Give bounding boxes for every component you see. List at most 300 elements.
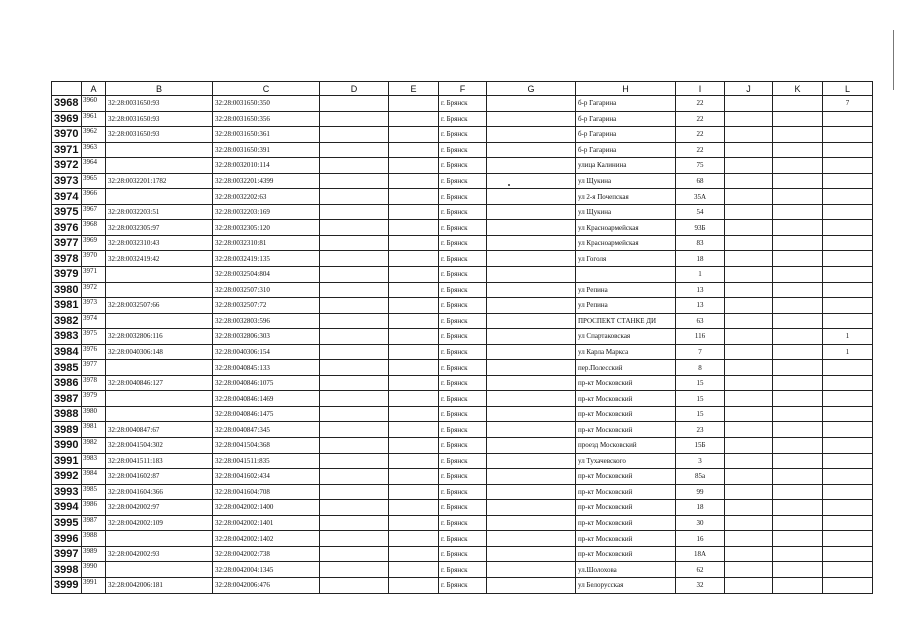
cell-e[interactable] xyxy=(389,375,439,391)
cell-k[interactable] xyxy=(773,422,823,438)
cell-e[interactable] xyxy=(389,391,439,407)
cell-c[interactable]: 32:28:0031650:361 xyxy=(213,127,320,143)
cell-b[interactable]: 32:28:0032507:66 xyxy=(106,298,213,314)
cell-a[interactable]: 3978 xyxy=(82,375,106,391)
cell-f[interactable]: г. Брянск xyxy=(439,189,487,205)
cell-h[interactable]: проезд Московский xyxy=(576,438,676,454)
cell-g[interactable] xyxy=(487,158,576,174)
cell-i[interactable]: 75 xyxy=(676,158,725,174)
cell-k[interactable] xyxy=(773,173,823,189)
cell-d[interactable] xyxy=(320,469,389,485)
cell-b[interactable] xyxy=(106,562,213,578)
cell-k[interactable] xyxy=(773,204,823,220)
cell-j[interactable] xyxy=(725,329,773,345)
cell-j[interactable] xyxy=(725,127,773,143)
cell-l[interactable] xyxy=(823,422,873,438)
cell-k[interactable] xyxy=(773,96,823,112)
cell-j[interactable] xyxy=(725,453,773,469)
cell-h[interactable]: пр-кт Московский xyxy=(576,406,676,422)
cell-d[interactable] xyxy=(320,438,389,454)
cell-c[interactable]: 32:28:0041504:368 xyxy=(213,438,320,454)
cell-a[interactable]: 3974 xyxy=(82,313,106,329)
cell-i[interactable]: 15 xyxy=(676,391,725,407)
cell-i[interactable]: 32 xyxy=(676,577,725,593)
cell-f[interactable]: г. Брянск xyxy=(439,453,487,469)
row-number[interactable]: 3986 xyxy=(52,375,82,391)
cell-j[interactable] xyxy=(725,515,773,531)
cell-l[interactable] xyxy=(823,298,873,314)
cell-k[interactable] xyxy=(773,111,823,127)
cell-g[interactable] xyxy=(487,453,576,469)
column-header-h[interactable]: H xyxy=(576,82,676,96)
cell-b[interactable]: 32:28:0042006:181 xyxy=(106,577,213,593)
cell-c[interactable]: 32:28:0032310:81 xyxy=(213,235,320,251)
cell-b[interactable]: 32:28:0031650:93 xyxy=(106,111,213,127)
column-header-c[interactable]: C xyxy=(213,82,320,96)
row-number[interactable]: 3982 xyxy=(52,313,82,329)
cell-j[interactable] xyxy=(725,531,773,547)
cell-b[interactable]: 32:28:0041602:87 xyxy=(106,469,213,485)
cell-d[interactable] xyxy=(320,546,389,562)
cell-e[interactable] xyxy=(389,438,439,454)
cell-e[interactable] xyxy=(389,267,439,283)
cell-f[interactable]: г. Брянск xyxy=(439,577,487,593)
cell-a[interactable]: 3970 xyxy=(82,251,106,267)
cell-g[interactable] xyxy=(487,422,576,438)
cell-d[interactable] xyxy=(320,531,389,547)
cell-j[interactable] xyxy=(725,282,773,298)
cell-j[interactable] xyxy=(725,577,773,593)
cell-g[interactable] xyxy=(487,282,576,298)
cell-i[interactable]: 16 xyxy=(676,531,725,547)
cell-l[interactable] xyxy=(823,127,873,143)
cell-b[interactable]: 32:28:0032201:1782 xyxy=(106,173,213,189)
cell-l[interactable] xyxy=(823,111,873,127)
cell-e[interactable] xyxy=(389,142,439,158)
cell-d[interactable] xyxy=(320,577,389,593)
cell-k[interactable] xyxy=(773,500,823,516)
cell-b[interactable]: 32:28:0040846:127 xyxy=(106,375,213,391)
cell-h[interactable]: пр-кт Московский xyxy=(576,375,676,391)
cell-a[interactable]: 3987 xyxy=(82,515,106,531)
cell-e[interactable] xyxy=(389,251,439,267)
cell-d[interactable] xyxy=(320,282,389,298)
cell-k[interactable] xyxy=(773,360,823,376)
cell-h[interactable]: пр-кт Московский xyxy=(576,500,676,516)
cell-c[interactable]: 32:28:0041511:835 xyxy=(213,453,320,469)
cell-g[interactable] xyxy=(487,204,576,220)
cell-k[interactable] xyxy=(773,546,823,562)
cell-h[interactable]: ул Красноармейская xyxy=(576,220,676,236)
cell-c[interactable]: 32:28:0040306:154 xyxy=(213,344,320,360)
cell-g[interactable] xyxy=(487,111,576,127)
cell-b[interactable] xyxy=(106,158,213,174)
cell-c[interactable]: 32:28:0032507:310 xyxy=(213,282,320,298)
cell-i[interactable]: 54 xyxy=(676,204,725,220)
cell-f[interactable]: г. Брянск xyxy=(439,422,487,438)
cell-g[interactable] xyxy=(487,344,576,360)
cell-e[interactable] xyxy=(389,204,439,220)
cell-k[interactable] xyxy=(773,235,823,251)
cell-k[interactable] xyxy=(773,453,823,469)
cell-d[interactable] xyxy=(320,406,389,422)
cell-l[interactable] xyxy=(823,313,873,329)
cell-g[interactable] xyxy=(487,235,576,251)
cell-g[interactable] xyxy=(487,298,576,314)
cell-h[interactable]: б-р Гагарина xyxy=(576,142,676,158)
cell-b[interactable]: 32:28:0041604:366 xyxy=(106,484,213,500)
cell-c[interactable]: 32:28:0031650:350 xyxy=(213,96,320,112)
cell-h[interactable]: ул.Шолохова xyxy=(576,562,676,578)
cell-i[interactable]: 93Б xyxy=(676,220,725,236)
cell-a[interactable]: 3980 xyxy=(82,406,106,422)
cell-b[interactable]: 32:28:0042002:97 xyxy=(106,500,213,516)
cell-i[interactable]: 1 xyxy=(676,267,725,283)
cell-c[interactable]: 32:28:0040846:1475 xyxy=(213,406,320,422)
cell-f[interactable]: г. Брянск xyxy=(439,251,487,267)
cell-a[interactable]: 3979 xyxy=(82,391,106,407)
cell-e[interactable] xyxy=(389,111,439,127)
cell-h[interactable]: пр-кт Московский xyxy=(576,422,676,438)
cell-h[interactable]: ул Щукина xyxy=(576,173,676,189)
cell-k[interactable] xyxy=(773,189,823,205)
cell-e[interactable] xyxy=(389,344,439,360)
cell-l[interactable] xyxy=(823,577,873,593)
cell-i[interactable]: 15Б xyxy=(676,438,725,454)
cell-h[interactable]: ул Красноармейская xyxy=(576,235,676,251)
cell-e[interactable] xyxy=(389,406,439,422)
cell-j[interactable] xyxy=(725,484,773,500)
cell-e[interactable] xyxy=(389,562,439,578)
cell-l[interactable] xyxy=(823,469,873,485)
column-header-f[interactable]: F xyxy=(439,82,487,96)
cell-d[interactable] xyxy=(320,96,389,112)
cell-i[interactable]: 99 xyxy=(676,484,725,500)
cell-l[interactable] xyxy=(823,267,873,283)
cell-f[interactable]: г. Брянск xyxy=(439,173,487,189)
cell-j[interactable] xyxy=(725,375,773,391)
cell-c[interactable]: 32:28:0032203:169 xyxy=(213,204,320,220)
cell-f[interactable]: г. Брянск xyxy=(439,500,487,516)
cell-b[interactable]: 32:28:0041504:302 xyxy=(106,438,213,454)
cell-h[interactable]: ул Карла Маркса xyxy=(576,344,676,360)
cell-k[interactable] xyxy=(773,577,823,593)
cell-e[interactable] xyxy=(389,515,439,531)
cell-j[interactable] xyxy=(725,391,773,407)
cell-j[interactable] xyxy=(725,562,773,578)
cell-f[interactable]: г. Брянск xyxy=(439,329,487,345)
cell-h[interactable]: пр-кт Московский xyxy=(576,469,676,485)
cell-j[interactable] xyxy=(725,204,773,220)
cell-l[interactable]: 7 xyxy=(823,96,873,112)
row-number[interactable]: 3970 xyxy=(52,127,82,143)
cell-f[interactable]: г. Брянск xyxy=(439,484,487,500)
row-number[interactable]: 3991 xyxy=(52,453,82,469)
column-header-a[interactable]: A xyxy=(82,82,106,96)
cell-a[interactable]: 3960 xyxy=(82,96,106,112)
cell-f[interactable]: г. Брянск xyxy=(439,111,487,127)
cell-k[interactable] xyxy=(773,329,823,345)
cell-e[interactable] xyxy=(389,500,439,516)
cell-d[interactable] xyxy=(320,251,389,267)
cell-c[interactable]: 32:28:0031650:391 xyxy=(213,142,320,158)
cell-f[interactable]: г. Брянск xyxy=(439,469,487,485)
cell-i[interactable]: 30 xyxy=(676,515,725,531)
cell-a[interactable]: 3989 xyxy=(82,546,106,562)
cell-f[interactable]: г. Брянск xyxy=(439,158,487,174)
row-number[interactable]: 3994 xyxy=(52,500,82,516)
cell-g[interactable] xyxy=(487,375,576,391)
cell-g[interactable] xyxy=(487,360,576,376)
cell-b[interactable]: 32:28:0032806:116 xyxy=(106,329,213,345)
cell-d[interactable] xyxy=(320,173,389,189)
cell-c[interactable]: 32:28:0042002:1400 xyxy=(213,500,320,516)
cell-l[interactable] xyxy=(823,204,873,220)
cell-f[interactable]: г. Брянск xyxy=(439,313,487,329)
row-number[interactable]: 3968 xyxy=(52,96,82,112)
cell-k[interactable] xyxy=(773,562,823,578)
cell-j[interactable] xyxy=(725,235,773,251)
cell-a[interactable]: 3963 xyxy=(82,142,106,158)
cell-j[interactable] xyxy=(725,189,773,205)
cell-e[interactable] xyxy=(389,546,439,562)
cell-g[interactable] xyxy=(487,469,576,485)
cell-h[interactable]: пр-кт Московский xyxy=(576,531,676,547)
cell-i[interactable]: 22 xyxy=(676,111,725,127)
cell-j[interactable] xyxy=(725,173,773,189)
cell-e[interactable] xyxy=(389,531,439,547)
cell-c[interactable]: 32:28:0042006:476 xyxy=(213,577,320,593)
cell-d[interactable] xyxy=(320,500,389,516)
cell-a[interactable]: 3988 xyxy=(82,531,106,547)
cell-h[interactable]: б-р Гагарина xyxy=(576,111,676,127)
cell-f[interactable]: г. Брянск xyxy=(439,344,487,360)
cell-k[interactable] xyxy=(773,484,823,500)
cell-h[interactable]: ул 2-я Почепская xyxy=(576,189,676,205)
cell-l[interactable] xyxy=(823,531,873,547)
cell-k[interactable] xyxy=(773,158,823,174)
cell-d[interactable] xyxy=(320,375,389,391)
cell-h[interactable]: пр-кт Московский xyxy=(576,515,676,531)
row-number[interactable]: 3985 xyxy=(52,360,82,376)
cell-b[interactable] xyxy=(106,531,213,547)
cell-i[interactable]: 22 xyxy=(676,142,725,158)
cell-j[interactable] xyxy=(725,111,773,127)
row-number[interactable]: 3992 xyxy=(52,469,82,485)
cell-l[interactable] xyxy=(823,438,873,454)
cell-l[interactable] xyxy=(823,453,873,469)
cell-b[interactable]: 32:28:0042002:93 xyxy=(106,546,213,562)
cell-c[interactable]: 32:28:0031650:356 xyxy=(213,111,320,127)
cell-e[interactable] xyxy=(389,282,439,298)
cell-i[interactable]: 7 xyxy=(676,344,725,360)
cell-e[interactable] xyxy=(389,220,439,236)
cell-e[interactable] xyxy=(389,158,439,174)
cell-a[interactable]: 3968 xyxy=(82,220,106,236)
cell-h[interactable]: ул Репина xyxy=(576,282,676,298)
cell-h[interactable]: пр-кт Московский xyxy=(576,391,676,407)
cell-a[interactable]: 3991 xyxy=(82,577,106,593)
column-header-e[interactable]: E xyxy=(389,82,439,96)
cell-g[interactable] xyxy=(487,329,576,345)
cell-k[interactable] xyxy=(773,515,823,531)
cell-d[interactable] xyxy=(320,391,389,407)
cell-b[interactable]: 32:28:0032419:42 xyxy=(106,251,213,267)
cell-g[interactable] xyxy=(487,531,576,547)
cell-c[interactable]: 32:28:0032803:596 xyxy=(213,313,320,329)
cell-a[interactable]: 3969 xyxy=(82,235,106,251)
cell-d[interactable] xyxy=(320,142,389,158)
cell-l[interactable] xyxy=(823,158,873,174)
cell-j[interactable] xyxy=(725,142,773,158)
column-header-d[interactable]: D xyxy=(320,82,389,96)
cell-d[interactable] xyxy=(320,562,389,578)
cell-l[interactable] xyxy=(823,235,873,251)
cell-l[interactable] xyxy=(823,375,873,391)
row-number[interactable]: 3993 xyxy=(52,484,82,500)
cell-c[interactable]: 32:28:0042002:738 xyxy=(213,546,320,562)
cell-c[interactable]: 32:28:0042002:1402 xyxy=(213,531,320,547)
cell-k[interactable] xyxy=(773,220,823,236)
cell-a[interactable]: 3971 xyxy=(82,267,106,283)
cell-e[interactable] xyxy=(389,577,439,593)
cell-l[interactable] xyxy=(823,515,873,531)
row-number[interactable]: 3972 xyxy=(52,158,82,174)
cell-i[interactable]: 13 xyxy=(676,298,725,314)
row-number[interactable]: 3973 xyxy=(52,173,82,189)
cell-e[interactable] xyxy=(389,127,439,143)
cell-h[interactable]: ПРОСПЕКТ СТАНКЕ ДИ xyxy=(576,313,676,329)
cell-c[interactable]: 32:28:0040846:1075 xyxy=(213,375,320,391)
cell-f[interactable]: г. Брянск xyxy=(439,531,487,547)
cell-a[interactable]: 3966 xyxy=(82,189,106,205)
cell-h[interactable]: ул Гоголя xyxy=(576,251,676,267)
cell-f[interactable]: г. Брянск xyxy=(439,515,487,531)
cell-b[interactable] xyxy=(106,360,213,376)
cell-j[interactable] xyxy=(725,158,773,174)
cell-i[interactable]: 18 xyxy=(676,251,725,267)
cell-e[interactable] xyxy=(389,453,439,469)
cell-e[interactable] xyxy=(389,235,439,251)
cell-l[interactable] xyxy=(823,562,873,578)
cell-b[interactable] xyxy=(106,189,213,205)
cell-a[interactable]: 3964 xyxy=(82,158,106,174)
cell-b[interactable]: 32:28:0041511:183 xyxy=(106,453,213,469)
cell-l[interactable] xyxy=(823,173,873,189)
cell-l[interactable]: 1 xyxy=(823,344,873,360)
cell-b[interactable] xyxy=(106,313,213,329)
cell-l[interactable] xyxy=(823,189,873,205)
cell-g[interactable] xyxy=(487,391,576,407)
row-number[interactable]: 3976 xyxy=(52,220,82,236)
cell-a[interactable]: 3986 xyxy=(82,500,106,516)
cell-c[interactable]: 32:28:0040845:133 xyxy=(213,360,320,376)
cell-f[interactable]: г. Брянск xyxy=(439,282,487,298)
cell-c[interactable]: 32:28:0041604:708 xyxy=(213,484,320,500)
cell-f[interactable]: г. Брянск xyxy=(439,267,487,283)
cell-f[interactable]: г. Брянск xyxy=(439,235,487,251)
cell-a[interactable]: 3976 xyxy=(82,344,106,360)
cell-l[interactable] xyxy=(823,142,873,158)
cell-i[interactable]: 15 xyxy=(676,406,725,422)
cell-d[interactable] xyxy=(320,267,389,283)
cell-b[interactable]: 32:28:0032310:43 xyxy=(106,235,213,251)
cell-k[interactable] xyxy=(773,406,823,422)
cell-g[interactable] xyxy=(487,515,576,531)
cell-k[interactable] xyxy=(773,127,823,143)
cell-j[interactable] xyxy=(725,96,773,112)
cell-i[interactable]: 15 xyxy=(676,375,725,391)
cell-d[interactable] xyxy=(320,220,389,236)
cell-c[interactable]: 32:28:0040846:1469 xyxy=(213,391,320,407)
cell-b[interactable]: 32:28:0032305:97 xyxy=(106,220,213,236)
cell-i[interactable]: 63 xyxy=(676,313,725,329)
cell-j[interactable] xyxy=(725,546,773,562)
cell-d[interactable] xyxy=(320,360,389,376)
cell-j[interactable] xyxy=(725,267,773,283)
cell-c[interactable]: 32:28:0032419:135 xyxy=(213,251,320,267)
cell-j[interactable] xyxy=(725,500,773,516)
cell-k[interactable] xyxy=(773,142,823,158)
cell-h[interactable]: пр-кт Московский xyxy=(576,546,676,562)
cell-g[interactable] xyxy=(487,173,576,189)
cell-j[interactable] xyxy=(725,438,773,454)
row-number[interactable]: 3989 xyxy=(52,422,82,438)
cell-f[interactable]: г. Брянск xyxy=(439,562,487,578)
cell-k[interactable] xyxy=(773,469,823,485)
cell-e[interactable] xyxy=(389,484,439,500)
cell-g[interactable] xyxy=(487,251,576,267)
cell-k[interactable] xyxy=(773,391,823,407)
cell-l[interactable] xyxy=(823,360,873,376)
cell-h[interactable]: ул Спартаковская xyxy=(576,329,676,345)
cell-i[interactable]: 85а xyxy=(676,469,725,485)
cell-c[interactable]: 32:28:0032010:114 xyxy=(213,158,320,174)
row-number[interactable]: 3978 xyxy=(52,251,82,267)
cell-e[interactable] xyxy=(389,360,439,376)
cell-a[interactable]: 3975 xyxy=(82,329,106,345)
cell-h[interactable]: пер.Полесский xyxy=(576,360,676,376)
cell-i[interactable]: 62 xyxy=(676,562,725,578)
cell-h[interactable]: улица Калинина xyxy=(576,158,676,174)
cell-k[interactable] xyxy=(773,375,823,391)
cell-e[interactable] xyxy=(389,422,439,438)
column-header-g[interactable]: G xyxy=(487,82,576,96)
cell-k[interactable] xyxy=(773,282,823,298)
cell-g[interactable] xyxy=(487,267,576,283)
cell-a[interactable]: 3961 xyxy=(82,111,106,127)
cell-b[interactable] xyxy=(106,282,213,298)
cell-l[interactable] xyxy=(823,220,873,236)
cell-d[interactable] xyxy=(320,158,389,174)
cell-a[interactable]: 3983 xyxy=(82,453,106,469)
cell-l[interactable] xyxy=(823,500,873,516)
cell-i[interactable]: 22 xyxy=(676,96,725,112)
cell-g[interactable] xyxy=(487,546,576,562)
cell-c[interactable]: 32:28:0042004:1345 xyxy=(213,562,320,578)
row-number[interactable]: 3977 xyxy=(52,235,82,251)
cell-d[interactable] xyxy=(320,422,389,438)
cell-b[interactable]: 32:28:0031650:93 xyxy=(106,96,213,112)
cell-b[interactable]: 32:28:0040306:148 xyxy=(106,344,213,360)
cell-i[interactable]: 18А xyxy=(676,546,725,562)
cell-f[interactable]: г. Брянск xyxy=(439,406,487,422)
cell-j[interactable] xyxy=(725,344,773,360)
cell-c[interactable]: 32:28:0032504:804 xyxy=(213,267,320,283)
row-number[interactable]: 3980 xyxy=(52,282,82,298)
cell-j[interactable] xyxy=(725,251,773,267)
cell-d[interactable] xyxy=(320,127,389,143)
